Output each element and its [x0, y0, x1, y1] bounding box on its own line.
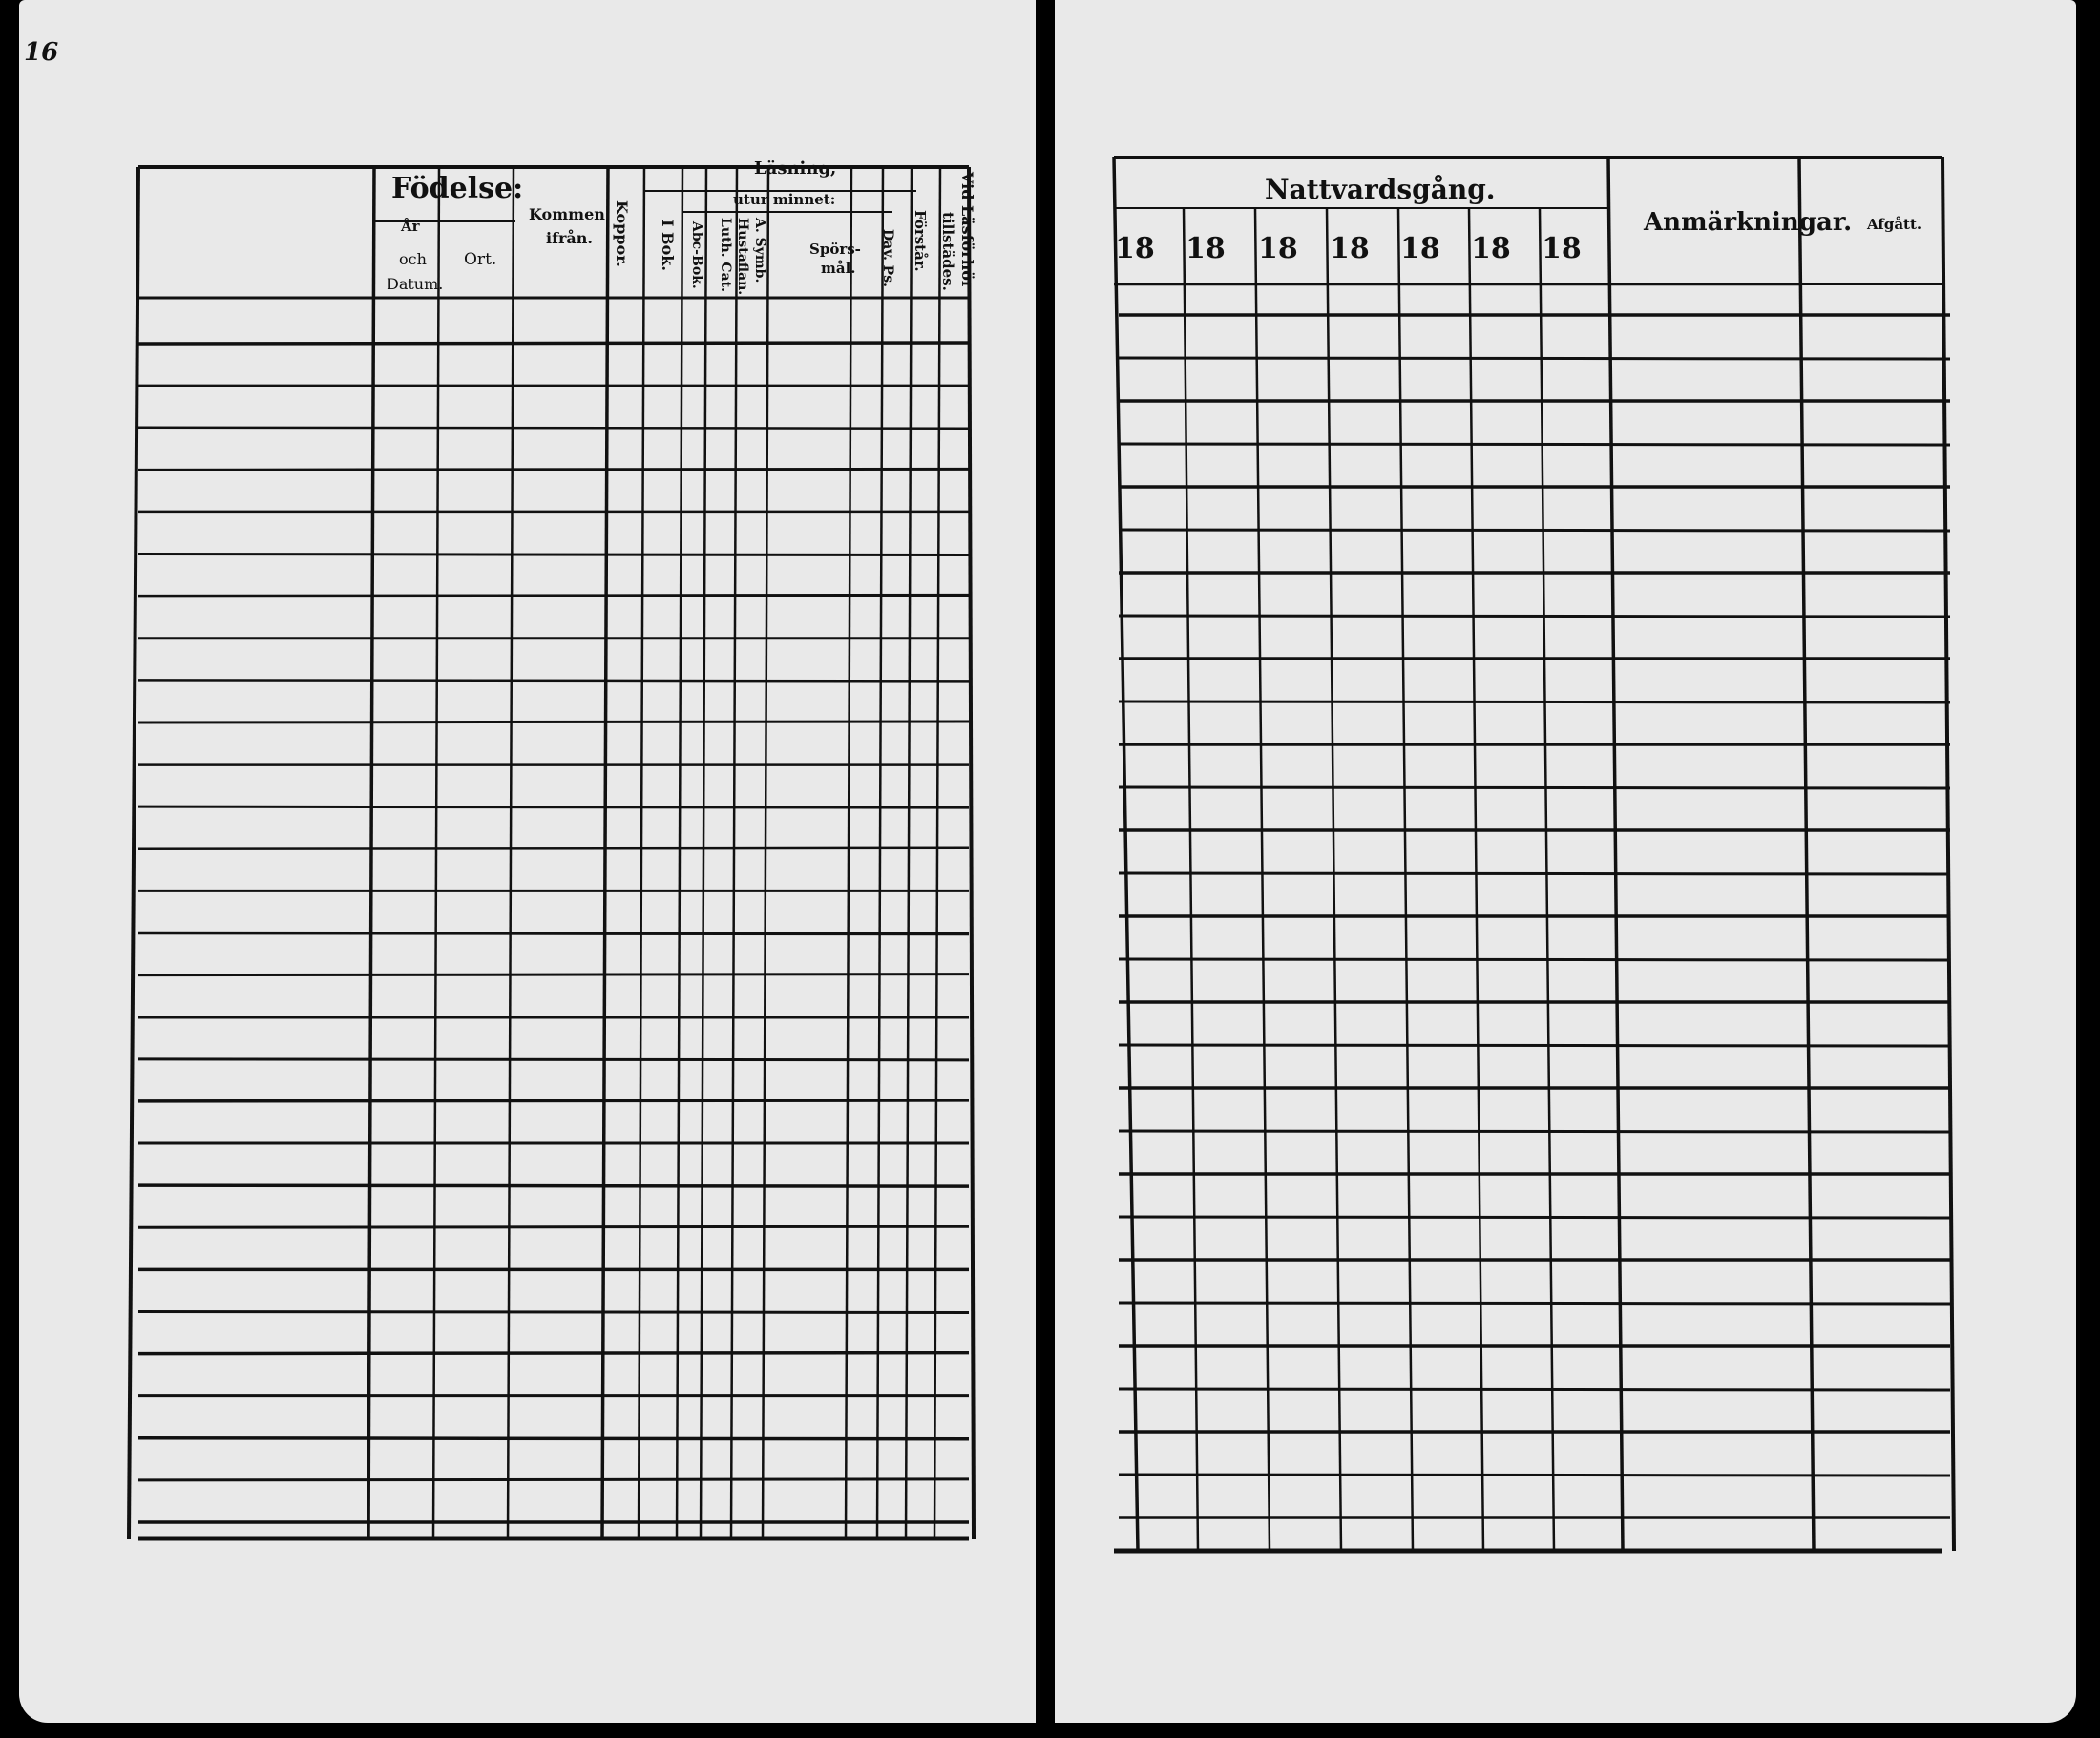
row-line	[138, 1438, 969, 1439]
row-line	[138, 428, 969, 429]
year-prefix-6: 18	[1471, 232, 1511, 265]
row-line	[138, 343, 969, 344]
table-border-left	[129, 167, 138, 1539]
column-line	[846, 167, 851, 1539]
column-line	[1799, 157, 1814, 1551]
row-line	[1119, 444, 1950, 445]
left-page	[19, 0, 1036, 1723]
row-line	[1119, 616, 1950, 617]
right-page	[1055, 0, 2076, 1723]
row-line	[1119, 1131, 1950, 1132]
header-vid-lasforhor: Vid Läsförhör	[958, 172, 976, 289]
year-prefix-7: 18	[1542, 232, 1582, 265]
header-i-bok: I Bok.	[659, 220, 677, 271]
header-luth-cat: Luth. Cat.	[718, 218, 733, 292]
header-tillstades: tillstädes.	[939, 212, 956, 291]
header-hustaflan: Hustaflan.	[735, 218, 750, 296]
header-fodelse: Födelse:	[391, 172, 524, 205]
row-line	[1119, 1045, 1950, 1046]
column-line	[877, 167, 883, 1539]
row-line	[1119, 959, 1950, 960]
column-line	[1398, 208, 1413, 1551]
table-border-right	[969, 167, 974, 1539]
row-line	[138, 1479, 969, 1480]
header-dav-ps: Dav. Ps.	[880, 229, 895, 287]
row-line	[1119, 530, 1950, 531]
column-line	[602, 167, 608, 1539]
year-prefix-5: 18	[1400, 232, 1440, 265]
year-prefix-3: 18	[1258, 232, 1298, 265]
column-line	[433, 167, 439, 1539]
header-ort: Ort.	[464, 250, 497, 269]
header-sporsmal: Spörs-	[809, 241, 861, 258]
header-och: och	[399, 250, 427, 268]
header-kommen: Kommen	[529, 205, 605, 223]
table-border-right	[1942, 157, 1954, 1551]
row-line	[138, 469, 969, 470]
header-lasning: Läsning,	[754, 158, 837, 178]
row-line	[138, 1311, 969, 1312]
column-line	[508, 167, 514, 1539]
header-forstar: Förstår.	[912, 210, 929, 272]
year-prefix-4: 18	[1330, 232, 1370, 265]
column-line	[1608, 157, 1623, 1551]
column-line	[1255, 208, 1270, 1551]
row-line	[138, 1353, 969, 1354]
column-line	[1469, 208, 1483, 1551]
row-line	[138, 933, 969, 934]
header-a-symb: A. Symb.	[752, 218, 767, 283]
row-line	[138, 974, 969, 975]
column-line	[763, 167, 768, 1539]
header-koppor: Koppor.	[613, 200, 631, 267]
column-line	[1540, 208, 1554, 1551]
column-line	[701, 167, 706, 1539]
row-line	[1119, 701, 1950, 702]
column-line	[906, 167, 912, 1539]
header-datum: Datum.	[387, 275, 444, 293]
column-line	[677, 167, 682, 1539]
row-line	[138, 1059, 969, 1060]
row-line	[1119, 1217, 1950, 1218]
year-prefix-1: 18	[1115, 232, 1155, 265]
row-line	[1119, 873, 1950, 874]
header-afgatt: Afgått.	[1867, 216, 1922, 233]
column-line	[1184, 208, 1198, 1551]
header-anmarkningar: Anmärkningar.	[1644, 208, 1853, 237]
column-line	[368, 167, 374, 1539]
row-line	[138, 596, 969, 597]
row-line	[1119, 1389, 1950, 1390]
header-ar: År	[401, 218, 420, 235]
row-line	[1119, 1303, 1950, 1304]
year-prefix-2: 18	[1186, 232, 1226, 265]
table-border-left	[1114, 157, 1138, 1551]
column-line	[934, 167, 940, 1539]
row-line	[138, 1226, 969, 1227]
row-line	[138, 1100, 969, 1101]
row-line	[1119, 787, 1950, 788]
row-line	[138, 1185, 969, 1186]
header-nattvardsgang: Nattvardsgång.	[1265, 174, 1496, 205]
row-line	[1119, 358, 1950, 359]
row-line	[1119, 1475, 1950, 1476]
header-sporsmal2: mål.	[821, 260, 856, 277]
header-ifran: ifrån.	[546, 229, 593, 247]
column-line	[639, 167, 644, 1539]
column-line	[731, 167, 737, 1539]
header-utur-minnet: utur minnet:	[733, 191, 836, 208]
header-abc-bok: Abc-Bok.	[689, 221, 704, 289]
column-line	[1327, 208, 1341, 1551]
margin-note: 16	[24, 38, 59, 67]
row-line	[138, 806, 969, 807]
